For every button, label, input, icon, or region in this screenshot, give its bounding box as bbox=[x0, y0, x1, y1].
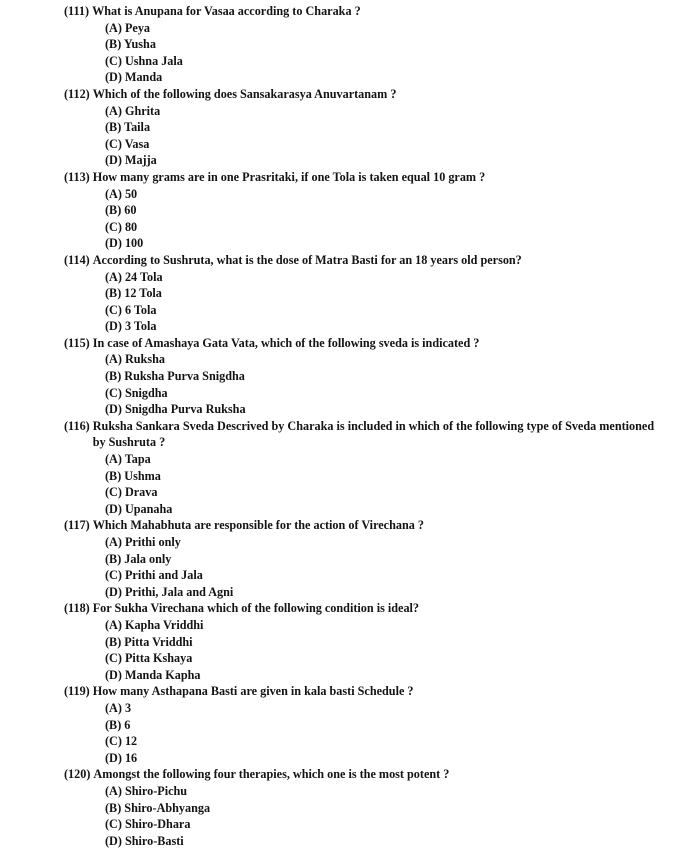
option-c: (C) Prithi and Jala bbox=[105, 568, 203, 583]
option-list bbox=[0, 534, 680, 600]
option-b: (B) Ushma bbox=[105, 468, 161, 483]
option-c: (C) Drava bbox=[105, 485, 158, 500]
question-number: (112) bbox=[64, 86, 90, 101]
question-number: (120) bbox=[64, 767, 91, 782]
question-number: (113) bbox=[64, 169, 90, 184]
question-text: Which of the following does Sansakarasya Anuvartanam ? bbox=[92, 86, 397, 101]
option-b: (B) Shiro-Abhyanga bbox=[105, 800, 211, 815]
question-number: (117) bbox=[64, 518, 90, 533]
option-a: (A) Ghrita bbox=[105, 103, 161, 118]
question-text: Amongst the following four therapies, which one is the most potent ? bbox=[93, 767, 450, 782]
option-b: (B) Jala only bbox=[105, 551, 172, 566]
option-c: (C) Pitta Kshaya bbox=[105, 651, 193, 666]
option-c: (C) 6 Tola bbox=[105, 302, 157, 317]
question-number: (119) bbox=[64, 684, 90, 699]
question-117 bbox=[0, 517, 680, 600]
option-d: (D) Prithi, Jala and Agni bbox=[105, 584, 234, 599]
question-116 bbox=[0, 418, 680, 518]
option-a: (A) Shiro-Pichu bbox=[105, 783, 188, 798]
option-b: (B) Taila bbox=[105, 120, 151, 135]
option-list bbox=[0, 103, 680, 169]
option-list bbox=[0, 783, 680, 849]
question-text: How many Asthapana Basti are given in kala basti Schedule ? bbox=[92, 684, 414, 699]
option-d: (D) 3 Tola bbox=[105, 319, 157, 334]
option-list bbox=[0, 269, 680, 335]
option-c: (C) Ushna Jala bbox=[105, 53, 183, 68]
question-113 bbox=[0, 169, 680, 252]
option-b: (B) 6 bbox=[105, 717, 131, 732]
option-d: (D) Majja bbox=[105, 153, 157, 168]
option-c: (C) Shiro-Dhara bbox=[105, 817, 191, 832]
question-number: (115) bbox=[64, 335, 90, 350]
question-112 bbox=[0, 86, 680, 169]
question-text: Ruksha Sankara Sveda Descrived by Charaka is included in which of the following type of Sveda mentioned by Sushruta ? bbox=[92, 418, 655, 450]
option-a: (A) 50 bbox=[105, 186, 138, 201]
option-d: (D) 16 bbox=[105, 750, 138, 765]
option-d: (D) Shiro-Basti bbox=[105, 833, 184, 848]
question-114 bbox=[0, 252, 680, 335]
option-list bbox=[0, 451, 680, 517]
option-list bbox=[0, 700, 680, 766]
question-119 bbox=[0, 683, 680, 766]
option-b: (B) Yusha bbox=[105, 37, 156, 52]
option-b: (B) Pitta Vriddhi bbox=[105, 634, 193, 649]
question-text: Which Mahabhuta are responsible for the action of Virechana ? bbox=[92, 518, 424, 533]
option-list bbox=[0, 186, 680, 252]
option-a: (A) 24 Tola bbox=[105, 269, 163, 284]
question-text: What is Anupana for Vasaa according to Charaka ? bbox=[92, 4, 361, 18]
question-118 bbox=[0, 600, 680, 683]
option-list bbox=[0, 617, 680, 683]
option-d: (D) Upanaha bbox=[105, 501, 173, 516]
question-text: How many grams are in one Prasritaki, if one Tola is taken equal 10 gram ? bbox=[92, 169, 486, 184]
option-a: (A) Ruksha bbox=[105, 352, 165, 367]
option-list bbox=[0, 20, 680, 86]
question-text: For Sukha Virechana which of the following condition is ideal? bbox=[92, 601, 420, 616]
option-a: (A) 3 bbox=[105, 700, 132, 715]
option-a: (A) Kapha Vriddhi bbox=[105, 617, 204, 632]
question-120 bbox=[0, 766, 680, 849]
question-number: (114) bbox=[64, 252, 90, 267]
option-a: (A) Prithi only bbox=[105, 535, 181, 549]
option-c: (C) 12 bbox=[105, 734, 138, 749]
option-c: (C) Snigdha bbox=[105, 385, 168, 400]
option-list bbox=[0, 351, 680, 417]
question-number: (118) bbox=[64, 601, 90, 616]
option-b: (B) Ruksha Purva Snigdha bbox=[105, 369, 245, 384]
question-111 bbox=[0, 3, 680, 86]
option-c: (C) Vasa bbox=[105, 136, 150, 151]
option-d: (D) Manda bbox=[105, 70, 163, 85]
option-a: (A) Tapa bbox=[105, 452, 151, 467]
option-a: (A) Peya bbox=[105, 20, 151, 35]
option-b: (B) 12 Tola bbox=[105, 286, 162, 301]
question-page bbox=[0, 3, 680, 849]
option-d: (D) Snigdha Purva Ruksha bbox=[105, 402, 246, 417]
option-b: (B) 60 bbox=[105, 203, 137, 218]
question-number: (116) bbox=[64, 418, 90, 433]
option-d: (D) 100 bbox=[105, 236, 144, 251]
option-c: (C) 80 bbox=[105, 219, 138, 234]
question-number: (111) bbox=[64, 4, 90, 18]
question-115 bbox=[0, 335, 680, 418]
question-text: In case of Amashaya Gata Vata, which of the following sveda is indicated ? bbox=[92, 335, 480, 350]
question-text: According to Sushruta, what is the dose of Matra Basti for an 18 years old person? bbox=[92, 252, 522, 267]
option-d: (D) Manda Kapha bbox=[105, 667, 201, 682]
